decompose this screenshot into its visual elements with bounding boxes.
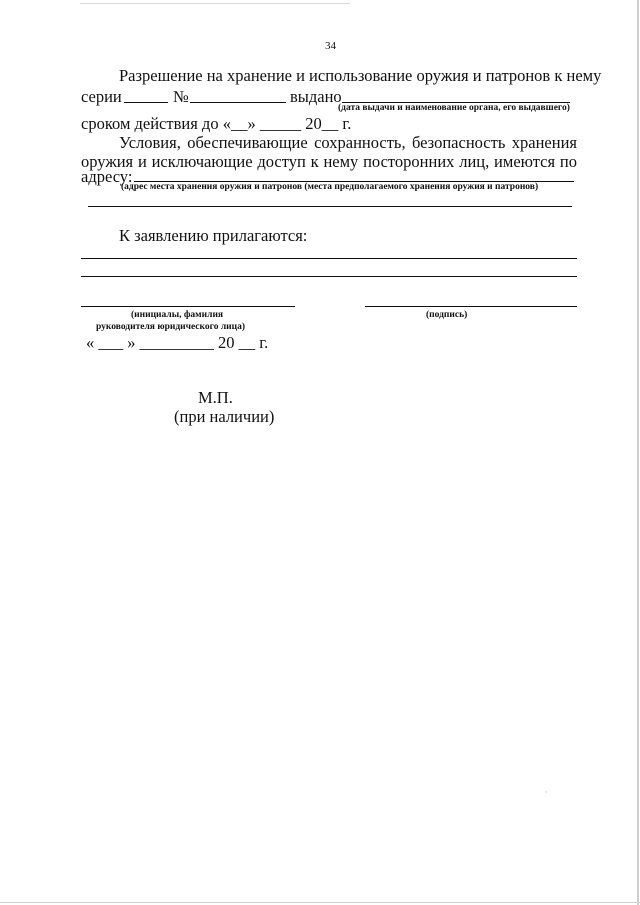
permit-line-1: Разрешение на хранение и использование оружия и патронов к нему — [119, 66, 602, 85]
scan-speck: · — [545, 788, 548, 797]
conditions-line-1: Условия, обеспечивающие сохранность, безопасность хранения — [119, 133, 577, 152]
number-field-line — [190, 102, 286, 103]
series-field-line — [124, 102, 168, 103]
initials-caption-1: (инициалы, фамилия — [131, 310, 224, 320]
stamp-mp: М.П. — [198, 388, 233, 407]
series-label: серии — [81, 87, 122, 106]
issued-label: выдано — [290, 87, 342, 106]
address-label: адресу: — [81, 167, 133, 186]
attachments-heading: К заявлению прилагаются: — [119, 226, 308, 245]
number-sign: № — [173, 87, 189, 106]
stamp-if-any: (при наличии) — [174, 407, 275, 426]
issued-caption: (дата выдачи и наименование органа, его выдавшего) — [338, 103, 570, 113]
signature-field-line — [365, 306, 577, 307]
page-edge-top — [80, 3, 350, 4]
address-caption: (адрес места хранения оружия и патронов (места предполагаемого хранения оружия и патронов) — [121, 182, 539, 192]
signature-date-line: « ___ » _________ 20 __ г. — [86, 333, 269, 352]
page-number: 34 — [325, 40, 336, 52]
initials-caption-2: руководителя юридического лица) — [96, 322, 246, 332]
page-edge-right — [637, 0, 639, 905]
initials-field-line — [81, 306, 295, 307]
signature-caption: (подпись) — [426, 310, 468, 320]
attachments-line-2 — [81, 276, 577, 277]
page-edge-bottom — [0, 902, 640, 903]
attachments-line-1 — [81, 258, 577, 259]
validity-line: сроком действия до «__» _____ 20__ г. — [81, 114, 352, 133]
address-second-line — [88, 206, 572, 207]
conditions-line-2: оружия и исключающие доступ к нему посторонних лиц, имеются по — [81, 152, 577, 171]
